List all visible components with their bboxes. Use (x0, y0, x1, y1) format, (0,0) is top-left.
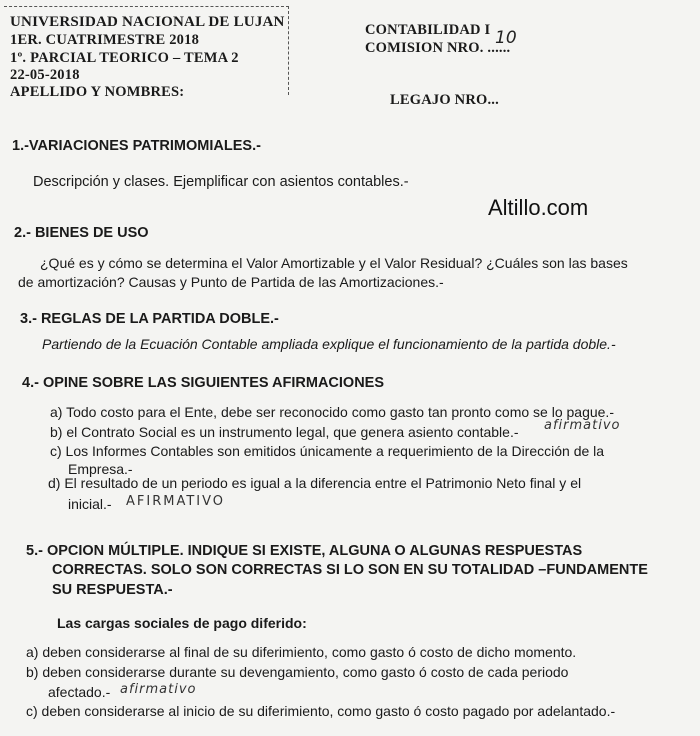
legajo-label: LEGAJO NRO... (390, 92, 499, 108)
section-4-item-c-cont: Empresa.- (68, 461, 133, 477)
section-1-title: 1.-VARIACIONES PATRIMOMIALES.- (12, 138, 261, 154)
section-1-body: Descripción y clases. Ejemplificar con asientos contables.- (33, 174, 409, 190)
section-5-option-c: c) deben considerarse al inicio de su diferimiento, como gasto ó costo pagado por adelantado.- (26, 703, 616, 719)
university-name: UNIVERSIDAD NACIONAL DE LUJAN (10, 14, 285, 30)
section-4-item-d: d) El resultado de un periodo es igual a la diferencia entre el Patrimonio Neto final y el (48, 475, 582, 491)
subject: CONTABILIDAD I (365, 22, 491, 38)
section-3-body: Partiendo de la Ecuación Contable ampliada explique el funcionamiento de la partida doble.- (42, 336, 616, 352)
handwritten-answer-5b: afirmativo (120, 682, 197, 697)
section-5-option-a: a) deben considerarse al final de su diferimiento, como gasto ó costo de dicho momento. (26, 644, 577, 660)
handwritten-answer-d: AFIRMATIVO (126, 494, 226, 509)
section-4-item-c: c) Los Informes Contables son emitidos únicamente a requerimiento de la Dirección de la (50, 443, 605, 459)
section-5-option-b-cont: afectado.- (48, 684, 111, 700)
section-3-title: 3.- REGLAS DE LA PARTIDA DOBLE.- (20, 311, 279, 327)
section-4-item-a: a) Todo costo para el Ente, debe ser reconocido como gasto tan pronto como se lo pague.- (50, 404, 614, 420)
section-2-title: 2.- BIENES DE USO (14, 225, 149, 241)
term: 1ER. CUATRIMESTRE 2018 (10, 32, 200, 48)
section-2-body-line-2: de amortización? Causas y Punto de Partida de las Amortizaciones.- (18, 274, 444, 290)
commission-number: 10 (495, 28, 517, 48)
section-5-subtitle: Las cargas sociales de pago diferido: (57, 615, 307, 631)
handwritten-answer-b: afirmativo (544, 418, 621, 433)
section-5-title-line-1: 5.- OPCION MÚLTIPLE. INDIQUE SI EXISTE, ALGUNA O ALGUNAS RESPUESTAS (26, 543, 583, 559)
exam-title: 1º. PARCIAL TEORICO – TEMA 2 (10, 50, 239, 66)
section-2-body-line-1: ¿Qué es y cómo se determina el Valor Amortizable y el Valor Residual? ¿Cuáles son las bases (40, 255, 628, 271)
section-4-title: 4.- OPINE SOBRE LAS SIGUIENTES AFIRMACIONES (22, 375, 385, 391)
commission-label: COMISION NRO. ...... (365, 40, 511, 56)
watermark: Altillo.com (488, 195, 589, 220)
section-5-title-line-2: CORRECTAS. SOLO SON CORRECTAS SI LO SON EN SU TOTALIDAD –FUNDAMENTE (52, 562, 648, 578)
section-4-item-b: b) el Contrato Social es un instrumento legal, que genera asiento contable.- (50, 424, 519, 440)
section-4-item-d-cont: inicial.- (68, 496, 112, 512)
name-label: APELLIDO Y NOMBRES: (10, 84, 185, 100)
exam-date: 22-05-2018 (10, 67, 80, 83)
section-5-option-b: b) deben considerarse durante su devengamiento, como gasto ó costo de cada periodo (26, 664, 569, 680)
section-5-title-line-3: SU RESPUESTA.- (52, 582, 173, 598)
